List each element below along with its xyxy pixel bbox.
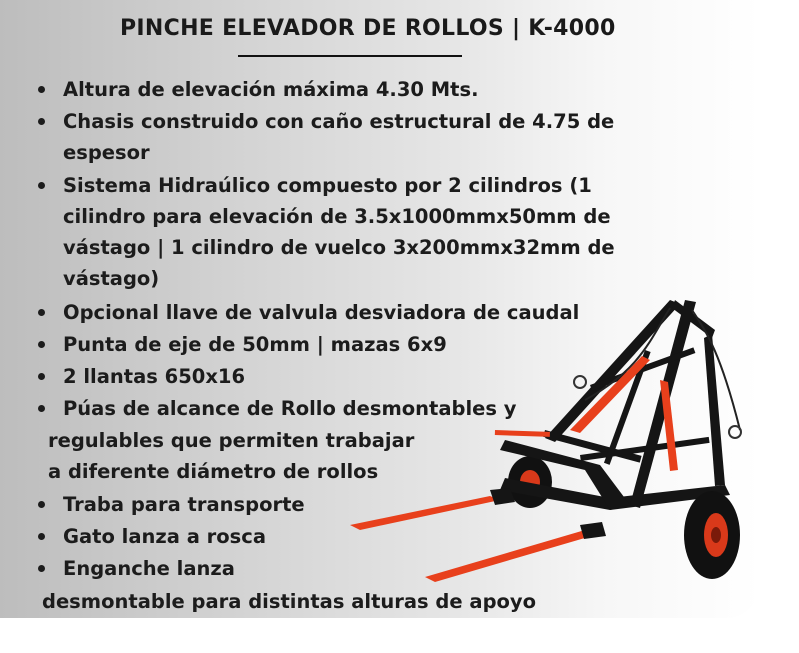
bullet-icon: [38, 533, 45, 540]
bullet-icon: [38, 373, 45, 380]
bale-lift-machine-image: [340, 290, 760, 590]
product-title: PINCHE ELEVADOR DE ROLLOS | K-4000: [120, 16, 616, 41]
bullet-icon: [38, 182, 45, 189]
feature-line: Chasis construido con caño estructural de 4.75 de: [63, 110, 615, 133]
title-underline: [238, 55, 462, 57]
feature-line: a diferente diámetro de rollos: [48, 460, 379, 483]
bullet-icon: [38, 118, 45, 125]
feature-line: espesor: [63, 141, 150, 164]
bullet-icon: [38, 86, 45, 93]
bullet-icon: [38, 565, 45, 572]
feature-line: Altura de elevación máxima 4.30 Mts.: [63, 78, 479, 101]
feature-line: vástago): [63, 267, 160, 290]
feature-line: Púas de alcance de Rollo desmontables y: [63, 397, 517, 420]
feature-line: vástago | 1 cilindro de vuelco 3x200mmx32mm de: [63, 236, 615, 259]
feature-line: regulables que permiten trabajar: [48, 429, 415, 452]
bullet-icon: [38, 309, 45, 316]
feature-line: desmontable para distintas alturas de apoyo: [42, 590, 537, 613]
bullet-icon: [38, 341, 45, 348]
feature-line: Sistema Hidraúlico compuesto por 2 cilindros (1: [63, 174, 592, 197]
feature-line: Enganche lanza: [63, 557, 235, 580]
feature-line: Traba para transporte: [63, 493, 305, 516]
feature-line: Opcional llave de valvula desviadora de caudal: [63, 301, 580, 324]
bullet-icon: [38, 405, 45, 412]
feature-line: 2 llantas 650x16: [63, 365, 246, 388]
feature-line: Punta de eje de 50mm | mazas 6x9: [63, 333, 447, 356]
feature-line: cilindro para elevación de 3.5x1000mmx50mm de: [63, 205, 611, 228]
feature-line: Gato lanza a rosca: [63, 525, 266, 548]
bullet-icon: [38, 501, 45, 508]
